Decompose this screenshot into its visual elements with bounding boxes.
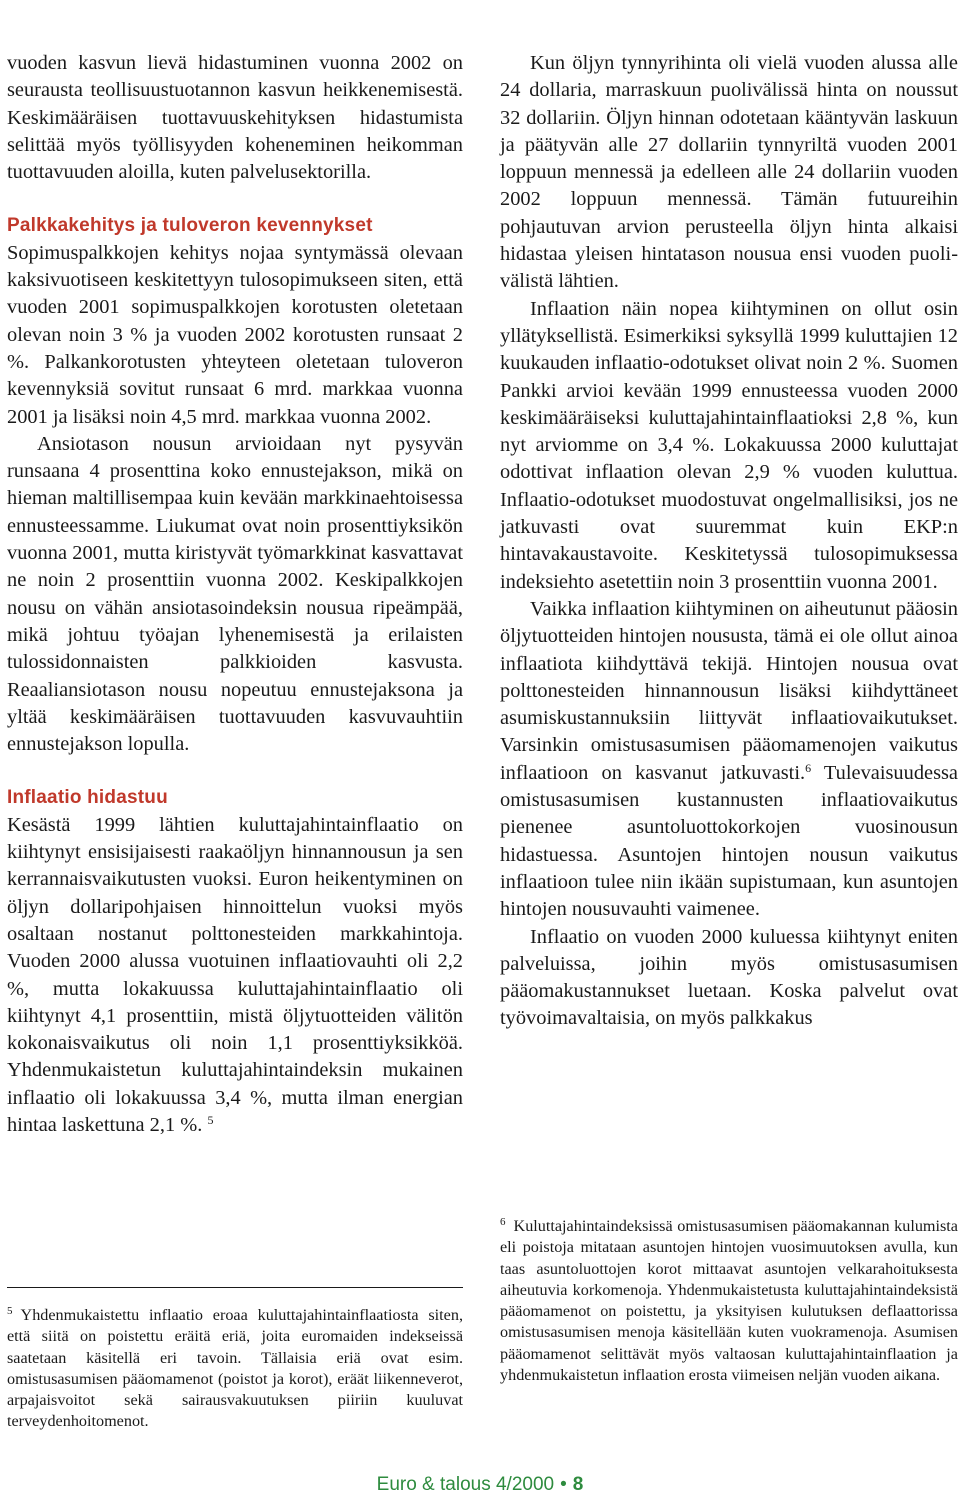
oil-paragraph: Kun öljyn tynnyrihinta oli vielä vuoden alussa alle 24 dollaria, marraskuun puolivälissä hinta on noussut 32 dollariin. Öljyn hinnan odotetaan kääntyvän laskuun ja päätyvän alle 27 dollariin tynnyriltä vuoden 2001 loppuun mennessä ja edelleen alle 24 dollariin vuoden 2002 loppuun mennessä. Tämän futuureihin pohjautuvan arvion perusteella öljyn hinta alkaisi hidastaa yleisen hintatason nousua ensi vuoden puolivälistä lähtien.: [500, 52, 958, 293]
services-paragraph: Inflaatio on vuoden 2000 kuluessa kiihtynyt eniten palveluissa, joihin myös omistusasumisen pääomakustannukset luetaan. Koska palvelut ovat työvoimavaltaisia, on myös palkkakus: [500, 925, 958, 1030]
publication-name: Euro & talous 4/2000: [376, 1474, 555, 1495]
right-column: [500, 50, 958, 1033]
footnote-6-text: Kuluttajahintaindeksissä omistusasumisen pääomakannan kulumista eli poistoja mitataan asuntojen hintojen vuosimuutoksen avulla, kun taas asuntoluottojen korot mittaavat asuntojen velkarahoituksesta aiheutuvia korkomenoja. Yhdenmukaistetusta kuluttajahintaindeksistä pääomamenot on poistettu, ja yksityisen kulutuksen deflaattorissa omistusasumisen menoja käsitellään kuten vuokramenoja. Asumisen pääomamenot selittävät myös valtaosan kuluttajahintainflaation ja yhdenmukaistetun inflaation erosta viimeisen neljän vuoden aikana.: [500, 1217, 958, 1385]
footnote-ref-5: 5: [207, 1112, 214, 1127]
footer-separator: •: [560, 1474, 567, 1495]
intro-paragraph: vuoden kasvun lievä hidastuminen vuonna 2002 on seurausta teollisuustuotannon kasvun heikkenemisestä. Keskimääräisen tuottavuuskehityksen hidastumista selittää myös työllisyyden koheneminen heikomman tuottavuuden aloilla, kuten palvelusektorilla.: [7, 52, 463, 184]
footnote-rule-left: [7, 1287, 463, 1288]
footnote-6: [500, 1212, 958, 1386]
footnote-ref-6: 6: [805, 760, 812, 775]
expectations-paragraph: Inflaation näin nopea kiihtyminen on ollut osin yllätyksellistä. Esimerkiksi syksyllä 1999 kuluttajien 12 kuukauden inflaatio-odotukset olivat noin 2 %. Suomen Pankki arvioi kevään 1999 ennusteessa vuoden 2000 keskimääräiseksi kuluttajahintainflaatioksi 2,8 %, kun nyt arviomme on 3,4 %. Lokakuussa 2000 kuluttajat odottivat inflaation olevan 2,9 % vuoden kuluttua. Inflaatio-odotukset muodostuvat ongelmallisiksi, jos ne jatkuvasti ovat suuremmat kuin EKP:n hintavakaustavoite. Keskitetyssä tulosopimuksessa indeksiehto asetettiin noin 3 prosenttiin vuonna 2001.: [500, 297, 958, 593]
wages-paragraph-1: Sopimuspalkkojen kehitys nojaa syntymässä olevaan kaksivuotiseen keskitettyyn tulosopimukseen siten, että vuoden 2001 sopimuspalkkojen korotusten oletetaan olevan noin 3 % ja vuoden 2002 korotusten runsaat 2 %. Palkankorotusten yhteyteen oletetaan tuloveron kevennyksiä sovitut runsaat 6 mrd. markkaa vuonna 2001 ja lisäksi noin 4,5 mrd. markkaa vuonna 2002.: [7, 241, 463, 428]
page-footer: [0, 1472, 960, 1498]
housing-paragraph-text-a: Vaikka inflaation kiihtyminen on aiheutunut pääosin öljytuotteiden hintojen noususta, tämä ei ole ollut ainoa inflaatiota kiihdyttävä tekijä. Hintojen nousua ovat polttonesteiden hinnannousun lisäksi kiihdyttäneet asumiskustannuksiin liittyvät inflaatiovaikutukset. Varsinkin omistusasumisen pääomamenojen vaikutus inflaatioon on kasvanut jatkuvasti.: [500, 597, 958, 784]
left-column: [7, 50, 463, 1139]
inflation-paragraph-1-text: Kesästä 1999 lähtien kuluttajahintainflaatio on kiihtynyt ensisijaisesti raakaöljyn hinnannousun ja sen kerrannaisvaikutusten vuoksi. Euron heikentyminen on öljyn dollaripohjaisen hinnoittelun vuoksi myös osaltaan nostanut polttonesteiden markkahintoja. Vuoden 2000 alussa vuotuinen inflaatiovauhti oli 2,2 %, mutta lokakuussa kuluttajahintainflaatio oli kiihtynyt 4,1 prosenttiin, mistä öljytuotteiden välitön kokonaisvaikutus oli noin 1,1 prosenttiyksikköä. Yhdenmukaistetun kuluttajahintaindeksin mukainen inflaatio oli lokakuussa 3,4 %, mutta ilman energian hintaa laskettuna 2,1 %.: [7, 813, 463, 1136]
footnote-5-text: Yhdenmukaistettu inflaatio eroaa kuluttajahintainflaatiosta siten, että siitä on poistettu eräitä eriä, joita euromaiden indekseissä saatetaan käsitellä eri tavoin. Tällaisia eriä ovat esim. omistusasumisen pääomamenot (poistot ja korot), eräät liikenneverot, arpajaisvoitot sekä sairausvakuutuksen piiriin kuuluvat terveydenhoitomenot.: [7, 1306, 463, 1431]
footnote-5-number: 5: [7, 1305, 13, 1317]
wages-paragraph-2: Ansiotason nousun arvioidaan nyt pysyvän runsaana 4 prosenttina koko ennustejakson, mikä on hieman maltillisempaa kuin kevään markkinaehtoisessa ennusteessamme. Liukumat ovat noin prosenttiyksikön vuonna 2001, mutta kiristyvät työmarkkinat kasvattavat ne noin 2 prosenttiin vuonna 2002. Keskipalkkojen nousu on vähän ansiotasoindeksin nousua ripeämpää, mikä johtuu työajan lyhenemisestä ja erilaisten tulossidonnaisten palkkioiden kasvusta. Reaaliansiotason nousu nopeutuu ennustejaksona ja yltää keskimääräisen tuottavuuden kasvuvauhtiin ennustejakson lopulla.: [7, 432, 463, 756]
section-heading-inflation: Inflaatio hidastuu: [7, 787, 168, 809]
section-heading-wages: Palkkakehitys ja tuloveron kevennykset: [7, 215, 373, 237]
footnote-6-number: 6: [500, 1216, 506, 1228]
housing-paragraph-text-b: Tulevaisuudessa omistusasumisen kustannusten inflaatiovaikutus pienenee asuntoluottokorkojen vuosinousun hidastuessa. Asuntojen hintojen nousun vaikutus inflaatioon tulee niin ikään supistumaan, kun asuntojen hintojen nousuvauhti vaimenee.: [500, 761, 958, 921]
inflation-paragraph-1: [7, 812, 463, 1140]
housing-paragraph: [500, 596, 958, 924]
footnote-5: [7, 1301, 463, 1433]
page-number: 8: [572, 1474, 584, 1495]
